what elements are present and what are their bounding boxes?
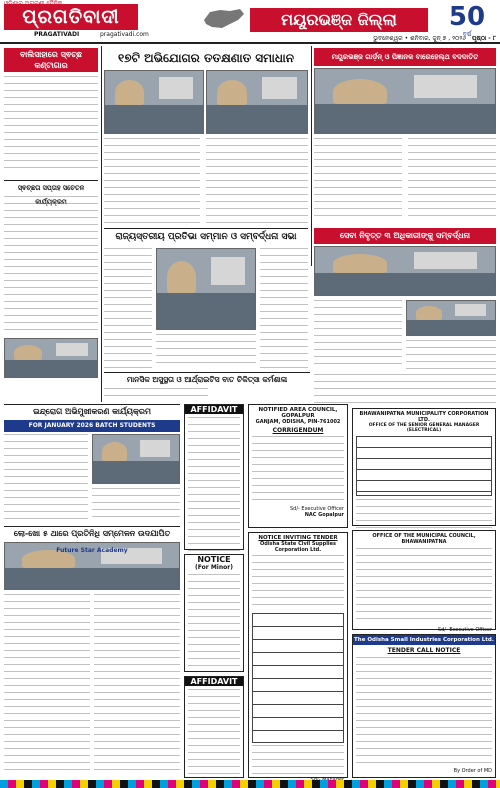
news-photo [104,70,204,134]
headline-top-center[interactable]: ୧୭ଟି ଅଭିଯୋଗର ତତକ୍ଷଣାତ ସମାଧାନ [118,51,294,65]
newspaper-url: pragativadi.com [100,31,149,38]
story-body-text [104,248,152,368]
affidavit-ad [184,676,244,778]
story-body-text [156,334,256,368]
ad-title: NOTICE INVITING TENDER [258,535,338,541]
story-body-text [4,434,88,522]
district-banner: ମୟୂରଭଞ୍ଜ ଜିଲ୍ଲା [250,8,428,32]
story-body-text [94,594,180,776]
ad-subtitle: GANJAM, ODISHA, PIN-761002 [255,419,341,425]
story-kicker: ବାଲିସାହାରେ ସ୍ଵଚ୍ଛ କଣ୍ଟାଗାର [4,48,98,72]
story-body-text [314,138,402,222]
print-color-strip [0,780,500,788]
ad-subtitle: (For Minor) [195,564,233,571]
story-body-text [104,388,208,402]
column-divider [101,46,102,402]
news-photo [314,68,496,134]
ad-signature: Sd/- Executive Officer [437,627,492,633]
ad-body-text [188,689,240,777]
news-photo [406,300,496,336]
headline-right[interactable]: ସେବା ନିବୃତ୍ତ ୩ ଅଧିକାରୀଙ୍କୁ ସମ୍ବର୍ଦ୍ଧନା [314,228,496,244]
headline-left[interactable]: ସ୍ଵଚ୍ଛତା ସପ୍ତାହ ସଚେତନ କାର୍ଯ୍ୟକ୍ରମ [4,180,98,194]
masthead [0,0,500,44]
ad-subtitle: Odisha State Civil Supplies Corporation Ltd. [259,541,336,553]
ad-body-text [252,745,344,775]
news-photo [92,434,180,484]
news-photo [4,338,98,378]
ad-body-text [356,548,492,624]
ad-title: OFFICE OF THE MUNICIPAL COUNCIL, BHAWANIPATNA [372,533,476,545]
ad-signature: By Order of MD [453,768,492,774]
anniversary-number: 50 [448,2,486,32]
story-body-text [4,196,98,336]
news-photo [206,70,308,134]
dateline [250,35,496,43]
ad-title: The Odisha Small Industries Corporation Ltd. [354,637,494,643]
municipal-tender-ad [352,408,496,526]
ad-heading: CORRIGENDUM [272,427,324,434]
ad-signature-org: NAC Gopalpur [304,512,344,518]
story-body-text [4,76,98,174]
osic-tender-ad [352,634,496,778]
headline-orientation[interactable]: ଇନ୍ଦ୍ରୋଗ ଅଭିମୁଖୀକରଣ କାର୍ଯ୍ୟକ୍ରମ [4,404,180,418]
municipal-council-ad [352,530,496,633]
news-photo [4,542,180,590]
headline-health-workshop[interactable]: ମାନସିକ ଅସୁସ୍ଥତା ଓ ଆର୍ଥ୍ରାଇଟିସ ବାତ ଚିକିତ୍ସା କର୍ମଶାଳା [104,372,310,386]
tender-table [356,436,492,496]
notice-minor-ad [184,554,244,672]
affidavit-ad [184,404,244,550]
gopalpur-corrigendum-ad [248,404,348,528]
story-body-text [206,138,308,224]
ad-body-text [188,574,240,668]
ad-subtitle: TENDER CALL NOTICE [387,647,461,654]
ad-subtitle: OFFICE OF THE SENIOR GENERAL MANAGER (ELECTRICAL) [368,423,480,433]
ad-signature: Sd/- Executive Officer [289,506,344,512]
column-divider [311,46,312,266]
ad-body-text [252,436,344,506]
headline-conference[interactable]: ଲୋ-ଖୋ ୫ ଥାରେ ପ୍ରତିନିଧି ସମ୍ମେଳନ ଉଦଯାପିତ [4,526,180,540]
dateline-date: ଭୁବନେଶ୍ୱର • ଶନିବାର, ଜୁନ୍ ୭ , ୨୦୨୬ [373,35,467,42]
headline-center[interactable]: ରାଜ୍ୟସ୍ତରୀୟ ପ୍ରତିଭା ସମ୍ମାନ ଓ ସମ୍ବର୍ଦ୍ଧନା ସଭା [104,228,308,244]
story-body-text [4,594,90,776]
ad-title: NOTIFIED AREA COUNCIL, GOPALPUR [258,407,338,419]
banner-academy-name: Future Star Academy [56,547,128,554]
story-body-text [260,248,308,368]
newspaper-logo-latin: PRAGATIVADI [34,31,80,38]
story-body-text [104,138,200,224]
news-photo [156,248,256,330]
tender-notice-ad [248,532,348,778]
headline-top-right[interactable]: ମୟୂରଭଞ୍ଜ ଗାର୍ଡ଼ନ୍ ଓ ପିଜ୍ଞାନକ ବାରେହେଲ୍ଥ ବଦଦାତିତ [314,48,496,66]
ad-title: AFFIDAVIT [185,405,243,414]
story-body-text [314,374,496,404]
anniversary-label: ବର୍ଷ [462,31,472,38]
story-body-text [92,488,180,522]
news-photo [314,246,496,296]
tender-table [252,613,344,743]
ad-body-text [252,555,344,611]
story-body-text [314,300,402,370]
academy-banner: FOR JANUARY 2026 BATCH STUDENTS [4,420,180,432]
anniversary-logo [440,3,494,37]
story-body-text [406,340,496,370]
ad-title: BHAWANIPATNA MUNICIPALITY CORPORATION LTD. [359,411,489,423]
ad-body-text [356,657,492,765]
ad-title: NOTICE [197,555,231,564]
newspaper-logo[interactable]: ପ୍ରଗତିବାଦୀ [4,4,138,30]
ad-title: AFFIDAVIT [185,677,243,686]
page-number: ପୃଷ୍ଠା - ୮ [471,35,496,42]
odisha-map-icon [200,6,246,32]
story-body-text [408,138,496,222]
ad-body-text [188,417,240,551]
